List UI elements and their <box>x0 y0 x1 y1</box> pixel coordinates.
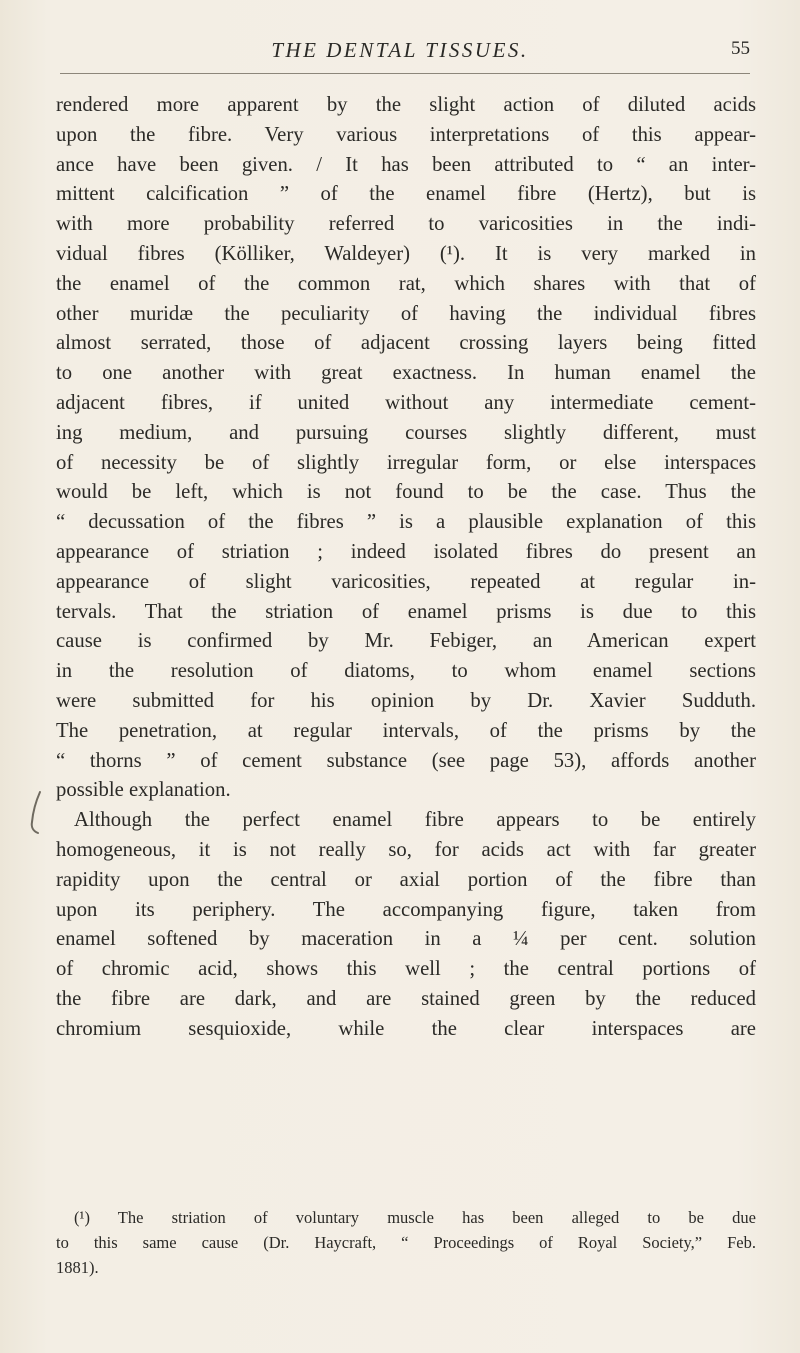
text-line: upon the fibre. Very various interpretations of this appear- <box>56 123 756 146</box>
text-line: of chromic acid, shows this well ; the central portions of <box>56 958 756 981</box>
text-line: enamel softened by maceration in a ¼ per cent. solution <box>56 928 756 951</box>
text-line: appearance of striation ; indeed isolated fibres do present an <box>56 540 756 563</box>
text-line: would be left, which is not found to be the case. Thus the <box>56 481 756 504</box>
text-line: the fibre are dark, and are stained green by the reduced <box>56 987 756 1010</box>
text-line: other muridæ the peculiarity of having the individual fibres <box>56 302 756 325</box>
footnote-line: to this same cause (Dr. Haycraft, “ Proceedings of Royal Society,” Feb. <box>56 1233 756 1252</box>
text-line: rendered more apparent by the slight action of diluted acids <box>56 94 756 116</box>
text-line: “ decussation of the fibres ” is a plausible explanation of this <box>56 511 756 534</box>
text-line: chromium sesquioxide, while the clear interspaces are <box>56 1017 756 1040</box>
body-text <box>56 91 756 1045</box>
page-header <box>0 38 800 68</box>
running-title: THE DENTAL TISSUES. <box>271 38 529 62</box>
text-line: homogeneous, it is not really so, for acids act with far greater <box>56 838 756 861</box>
footnote-line: (¹) The striation of voluntary muscle has been alleged to be due <box>74 1208 756 1227</box>
text-line: to one another with great exactness. In human enamel the <box>56 362 756 385</box>
footnote-line: 1881). <box>56 1258 99 1277</box>
text-line: ing medium, and pursuing courses slightly different, must <box>56 421 756 444</box>
paragraph-start-line: Although the perfect enamel fibre appears to be entirely <box>74 809 756 832</box>
text-line: the enamel of the common rat, which shares with that of <box>56 272 756 295</box>
text-line: adjacent fibres, if united without any intermediate cement- <box>56 391 756 414</box>
text-line: appearance of slight varicosities, repeated at regular in- <box>56 570 756 593</box>
text-line: of necessity be of slightly irregular form, or else interspaces <box>56 451 756 474</box>
text-line: vidual fibres (Kölliker, Waldeyer) (¹). It is very marked in <box>56 242 756 265</box>
text-line: “ thorns ” of cement substance (see page 53), affords another <box>56 749 756 772</box>
text-line: in the resolution of diatoms, to whom enamel sections <box>56 660 756 683</box>
text-line: tervals. That the striation of enamel prisms is due to this <box>56 600 756 623</box>
text-line: mittent calcification ” of the enamel fibre (Hertz), but is <box>56 183 756 206</box>
footnotes <box>56 1205 756 1280</box>
text-line: The penetration, at regular intervals, of the prisms by the <box>56 719 756 742</box>
text-line: cause is confirmed by Mr. Febiger, an American expert <box>56 630 756 653</box>
text-line: upon its periphery. The accompanying figure, taken from <box>56 898 756 921</box>
text-line: rapidity upon the central or axial portion of the fibre than <box>56 868 756 891</box>
text-line: were submitted for his opinion by Dr. Xavier Sudduth. <box>56 689 756 712</box>
text-line: almost serrated, those of adjacent crossing layers being fitted <box>56 332 756 355</box>
text-line: possible explanation. <box>56 779 231 802</box>
pencil-mark-icon <box>26 789 48 835</box>
text-line: with more probability referred to varicosities in the indi- <box>56 213 756 236</box>
page-number: 55 <box>731 38 750 59</box>
header-rule <box>60 73 750 74</box>
text-line: ance have been given. / It has been attributed to “ an inter- <box>56 153 756 176</box>
